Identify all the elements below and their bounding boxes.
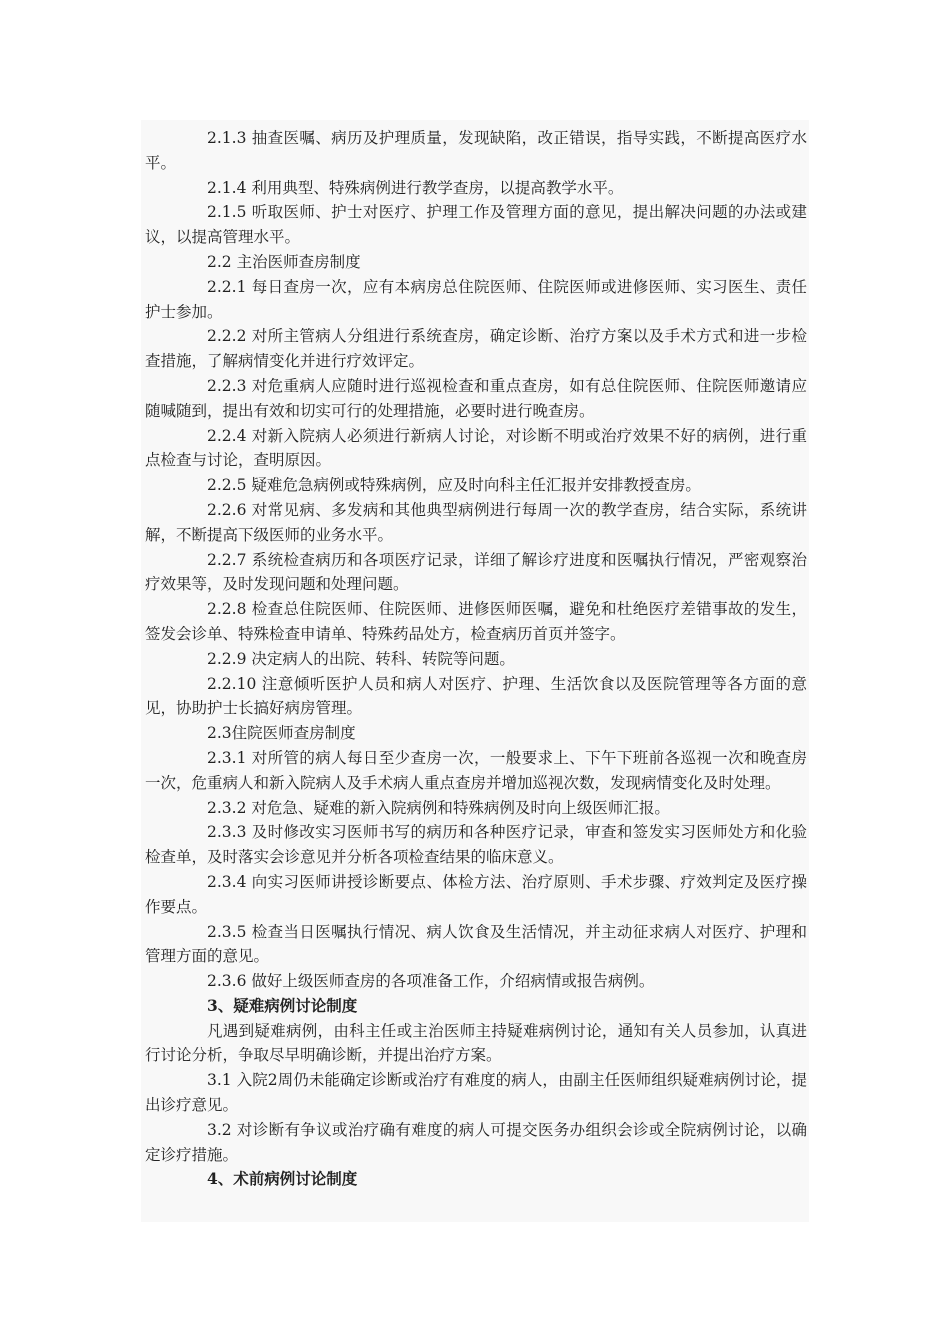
- paragraph-2-2-9: 2.2.9 决定病人的出院、转科、转院等问题。: [207, 649, 515, 668]
- paragraph-2-2-3: 2.2.3 对危重病人应随时进行巡视检查和重点查房，如有总住院医师、住院医师邀请应随喊随到，提出有效和切实可行的处理措施，必要时进行晚查房。: [145, 376, 807, 420]
- paragraph-2-3-6: 2.3.6 做好上级医师查房的各项准备工作，介绍病情或报告病例。: [207, 972, 655, 991]
- paragraph-2-2-7: 2.2.7 系统检查病历和各项医疗记录，详细了解诊疗进度和医嘱执行情况，严密观察治疗效果等，及时发现问题和处理问题。: [145, 550, 807, 594]
- paragraph-2-2-6: 2.2.6 对常见病、多发病和其他典型病例进行每周一次的教学查房，结合实际，系统讲解，不断提高下级医师的业务水平。: [145, 500, 807, 544]
- paragraph-2-1-5: 2.1.5 听取医师、护士对医疗、护理工作及管理方面的意见，提出解决问题的办法或建议，以提高管理水平。: [145, 203, 807, 247]
- paragraph-2-2-4: 2.2.4 对新入院病人必须进行新病人讨论，对诊断不明或治疗效果不好的病例，进行重点检查与讨论，查明原因。: [145, 426, 807, 470]
- paragraph-2-2-2: 2.2.2 对所主管病人分组进行系统查房，确定诊断、治疗方案以及手术方式和进一步检查措施，了解病情变化并进行疗效评定。: [145, 327, 807, 371]
- paragraph-2-3-4: 2.3.4 向实习医师讲授诊断要点、体检方法、治疗原则、手术步骤、疗效判定及医疗操作要点。: [145, 872, 807, 916]
- paragraph-3-1: 3.1 入院2周仍未能确定诊断或治疗有难度的病人，由副主任医师组织疑难病例讨论，提出诊疗意见。: [145, 1071, 807, 1115]
- paragraph-2-3-3: 2.3.3 及时修改实习医师书写的病历和各种医疗记录，审查和签发实习医师处方和化验检查单，及时落实会诊意见并分析各项检查结果的临床意义。: [145, 823, 807, 867]
- paragraph-2-1-3: 2.1.3 抽查医嘱、病历及护理质量，发现缺陷，改正错误，指导实践，不断提高医疗水平。: [145, 129, 807, 172]
- paragraph-2-2-1: 2.2.1 每日查房一次，应有本病房总住院医师、住院医师或进修医师、实习医生、责任护士参加。: [145, 277, 807, 321]
- section-heading-4: 4、术前病例讨论制度: [207, 1169, 358, 1189]
- paragraph-2-2-10: 2.2.10 注意倾听医护人员和病人对医疗、护理、生活饮食以及医院管理等各方面的意见，协助护士长搞好病房管理。: [145, 674, 807, 718]
- paragraph-2-3-2: 2.3.2 对危急、疑难的新入院病例和特殊病例及时向上级医师汇报。: [207, 798, 670, 817]
- paragraph-3-intro: 凡遇到疑难病例，由科主任或主治医师主持疑难病例讨论，通知有关人员参加，认真进行讨论分析，争取尽早明确诊断，并提出治疗方案。: [145, 1021, 807, 1065]
- paragraph-2-2-5: 2.2.5 疑难危急病例或特殊病例，应及时向科主任汇报并安排教授查房。: [207, 476, 701, 495]
- section-heading-3: 3、疑难病例讨论制度: [207, 995, 358, 1015]
- section-heading-2-3: 2.3住院医师查房制度: [207, 724, 356, 743]
- paragraph-2-3-1: 2.3.1 对所管的病人每日至少查房一次，一般要求上、下午下班前各巡视一次和晚查房一次，危重病人和新入院病人及手术病人重点查房并增加巡视次数，发现病情变化及时处理。: [145, 748, 807, 792]
- paragraph-3-2: 3.2 对诊断有争议或治疗确有难度的病人可提交医务办组织会诊或全院病例讨论，以确定诊疗措施。: [145, 1120, 807, 1164]
- paragraph-2-1-4: 2.1.4 利用典型、特殊病例进行教学查房，以提高教学水平。: [207, 178, 624, 197]
- paragraph-2-2-8: 2.2.8 检查总住院医师、住院医师、进修医师医嘱，避免和杜绝医疗差错事故的发生，签发会诊单、特殊检查申请单、特殊药品处方，检查病历首页并签字。: [145, 600, 807, 643]
- paragraph-2-3-5: 2.3.5 检查当日医嘱执行情况、病人饮食及生活情况，并主动征求病人对医疗、护理和管理方面的意见。: [145, 922, 807, 966]
- document-body: [141, 120, 809, 1222]
- section-heading-2-2: 2.2 主治医师查房制度: [207, 252, 361, 271]
